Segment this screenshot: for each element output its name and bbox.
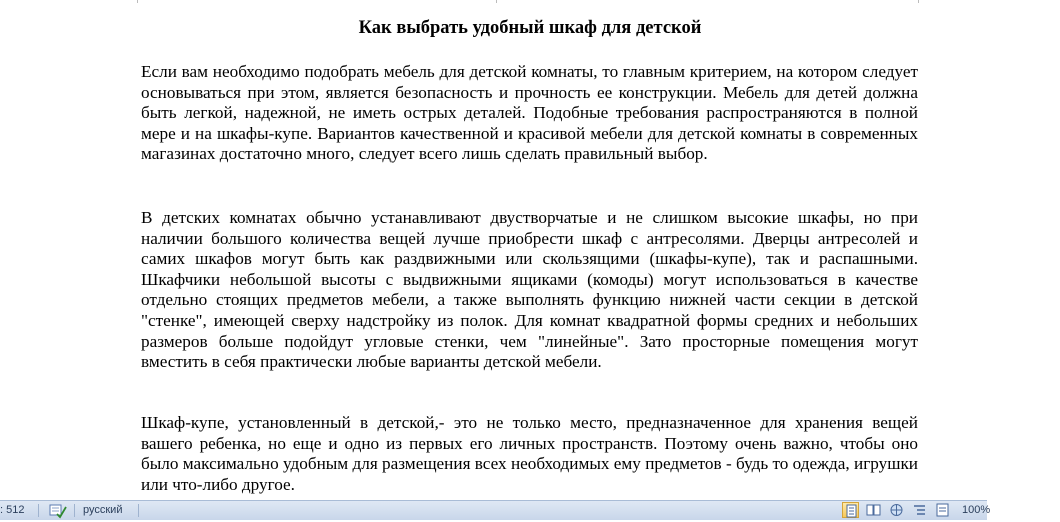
status-bar	[0, 500, 991, 520]
ruler-marks	[0, 0, 987, 4]
paragraph-text: Если вам необходимо подобрать мебель для детской комнаты, то главным критерием, на котором следует основываться при этом, является безопасность и прочность ее конструкции. Мебель для детей должна быть легкой, надежной, не иметь острых деталей. Подобные требования распространяются в полной мере и на шкафы-купе. Вариантов качественной и красивой мебели для детской комнаты в современных магазинах достаточно много, следует всего лишь сделать правильный выбор.	[141, 62, 918, 164]
zoom-level[interactable]: 100%	[962, 504, 991, 516]
paragraph-text: В детских комнатах обычно устанавливают двустворчатые и не слишком высокие шкафы, но при наличии большого количества вещей лучше приобрести шкаф с антресолями. Дверцы антресолей и самих шкафов могут быть как раздвижными или скользящими (шкафы-купе), так и распашными. Шкафчики небольшой высоты с выдвижными ящиками (комоды) могут использоваться в качестве отдельно стоящих предметов мебели, а также выполнять функцию нижней части секции в детской "стенке", имеющей сверху надстройку из полок. Для комнат квадратной формы средних и небольших размеров больше подойдут угловые стенки, чем "линейные". Зато просторные помещения могут вместить в себя практически любые варианты детской мебели.	[141, 208, 918, 372]
document-title: Как выбрать удобный шкаф для детской	[358, 18, 702, 38]
print-layout-icon[interactable]	[842, 502, 859, 518]
paragraph-3	[141, 413, 918, 495]
draft-icon[interactable]	[934, 502, 951, 518]
paragraph-text: Шкаф-купе, установленный в детской,- это не только место, предназначенное для хранения вещей вашего ребенка, но еще и одно из первых его личных пространств. Поэтому очень важно, чтобы оно было максимально удобным для размещения всех необходимых ему предметов - будь то одежда, игрушки или что-либо другое.	[141, 413, 918, 494]
paragraph-2	[141, 208, 918, 373]
status-separator	[38, 504, 39, 517]
outline-icon[interactable]	[911, 502, 928, 518]
full-screen-reading-icon[interactable]	[865, 502, 882, 518]
web-layout-icon[interactable]	[888, 502, 905, 518]
proofing-icon[interactable]	[48, 502, 68, 518]
word-count[interactable]: : 512	[0, 504, 25, 516]
language-indicator[interactable]: русский	[83, 504, 123, 516]
paragraph-1	[141, 62, 918, 165]
status-separator	[138, 504, 139, 517]
status-separator	[74, 504, 75, 517]
